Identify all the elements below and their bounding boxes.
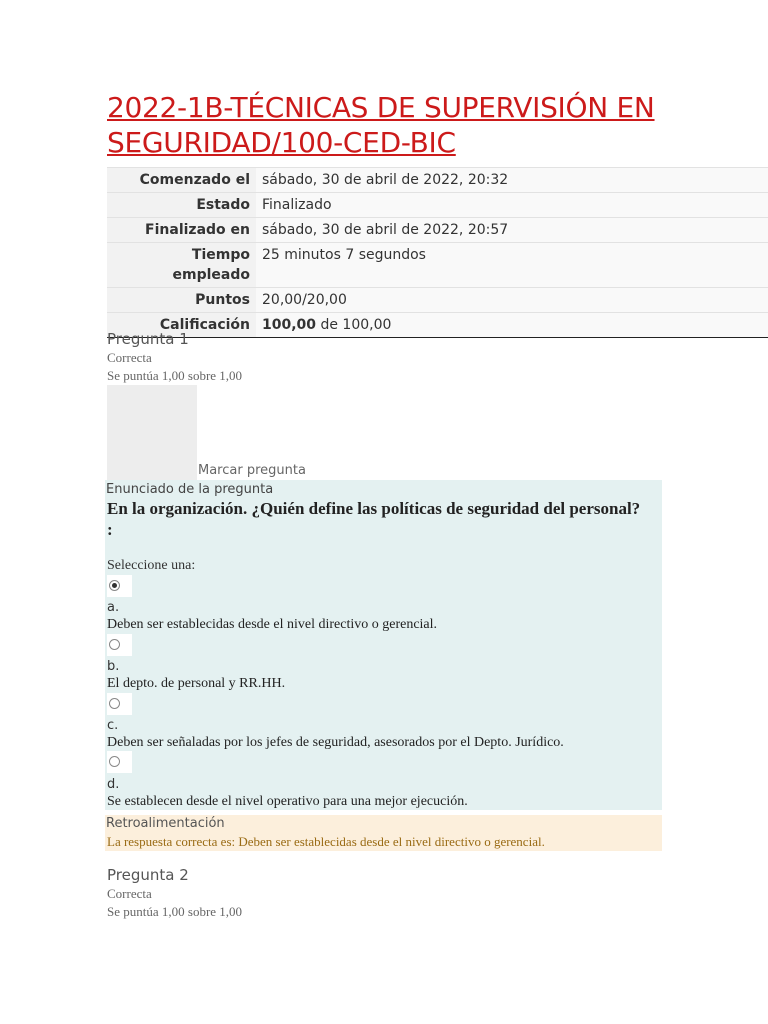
option-b-letter: b. <box>107 659 120 674</box>
summary-row-started <box>107 168 768 193</box>
option-c-letter: c. <box>107 718 119 733</box>
question-status: Correcta <box>107 886 152 901</box>
question-score: Se puntúa 1,00 sobre 1,00 <box>107 904 243 919</box>
option-a-radio[interactable] <box>109 580 120 591</box>
summary-value: sábado, 30 de abril de 2022, 20:32 <box>256 168 768 193</box>
grade-total: de 100,00 <box>316 317 392 333</box>
question-status: Correcta <box>107 350 152 365</box>
option-d-radio[interactable] <box>109 756 120 767</box>
summary-label: Comenzado el <box>107 168 256 193</box>
option-b-radio[interactable] <box>109 639 120 650</box>
option-a-text[interactable]: Deben ser establecidas desde el nivel directivo o gerencial. <box>107 617 438 632</box>
summary-label: Estado <box>107 193 256 218</box>
flag-question-link[interactable]: Marcar pregunta <box>198 463 306 478</box>
question-heading: Pregunta 1 <box>107 330 189 348</box>
option-b-text[interactable]: El depto. de personal y RR.HH. <box>107 676 286 691</box>
summary-label: Tiempo empleado <box>107 243 256 288</box>
option-c-radio[interactable] <box>109 698 120 709</box>
option-d-letter: d. <box>107 777 120 792</box>
summary-row-grade <box>107 313 768 338</box>
summary-label: Puntos <box>107 288 256 313</box>
summary-row-finished <box>107 218 768 243</box>
summary-row-state <box>107 193 768 218</box>
feedback-label: Retroalimentación <box>106 816 225 831</box>
question-score: Se puntúa 1,00 sobre 1,00 <box>107 368 243 383</box>
grade-score: 100,00 <box>262 317 317 333</box>
option-c-text[interactable]: Deben ser señaladas por los jefes de seguridad, asesorados por el Depto. Jurídico. <box>107 735 564 750</box>
summary-label: Calificación <box>107 313 256 338</box>
summary-row-points <box>107 288 768 313</box>
option-d-text[interactable]: Se establecen desde el nivel operativo para una mejor ejecución. <box>107 794 468 809</box>
page-title[interactable]: 2022-1B-TÉCNICAS DE SUPERVISIÓN EN SEGURIDAD/100-CED-BIC <box>107 91 655 159</box>
question-info-box <box>107 385 197 480</box>
select-prompt: Seleccione una: <box>107 558 196 573</box>
summary-value: Finalizado <box>256 193 768 218</box>
question-heading: Pregunta 2 <box>107 866 189 884</box>
question-text: En la organización. ¿Quién define las políticas de seguridad del personal? : <box>107 499 641 539</box>
attempt-summary-table <box>107 167 768 338</box>
summary-label: Finalizado en <box>107 218 256 243</box>
option-a-letter: a. <box>107 600 120 615</box>
summary-row-time <box>107 243 768 288</box>
statement-label: Enunciado de la pregunta <box>106 482 274 497</box>
summary-value: 20,00/20,00 <box>256 288 768 313</box>
feedback-text: La respuesta correcta es: Deben ser establecidas desde el nivel directivo o gerencial. <box>107 834 545 849</box>
summary-value: sábado, 30 de abril de 2022, 20:57 <box>256 218 768 243</box>
summary-value: 25 minutos 7 segundos <box>256 243 768 288</box>
summary-value <box>256 313 768 338</box>
